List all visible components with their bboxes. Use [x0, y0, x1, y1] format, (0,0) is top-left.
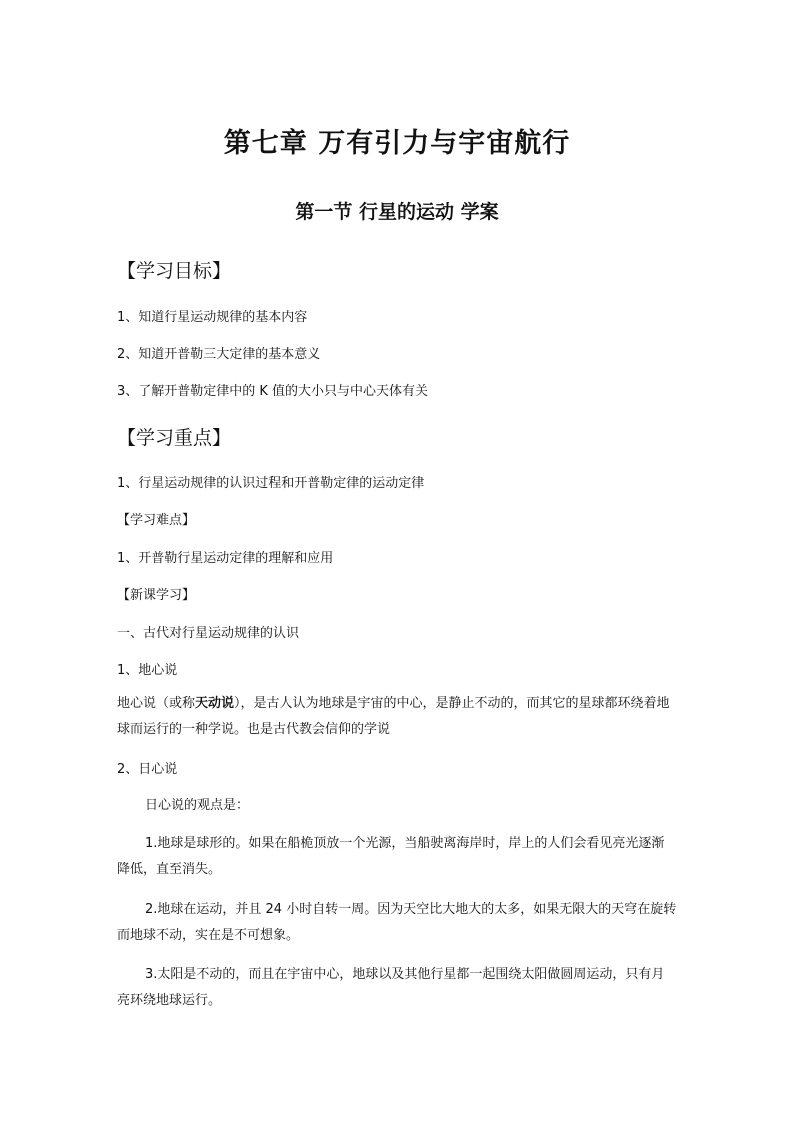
goals-heading: 【学习目标】	[117, 260, 232, 282]
geocentric-term: 天动说	[195, 696, 235, 711]
goal-item: 1、知道行星运动规律的基本内容	[117, 310, 308, 325]
geocentric-heading: 1、地心说	[117, 663, 178, 678]
section-subtitle: 第一节 行星的运动 学案	[295, 201, 499, 223]
geocentric-text-start: 地心说（或称	[117, 696, 196, 711]
heliocentric-point: 1.地球是球形的。如果在船桅顶放一个光源，当船驶离海岸时，岸上的人们会看见亮光逐渐降低，直至消失。	[117, 836, 665, 877]
heliocentric-point: 2.地球在运动，并且 24 小时自转一周。因为天空比大地大的太多，如果无限大的天穹在旋转而地球不动，实在是不可想象。	[117, 902, 677, 943]
heliocentric-heading: 2、日心说	[117, 762, 178, 777]
new-lesson-heading: 【新课学习】	[117, 588, 196, 603]
focus-heading: 【学习重点】	[117, 427, 232, 449]
heliocentric-intro: 日心说的观点是：	[145, 798, 250, 813]
difficulty-item: 1、开普勒行星运动定律的理解和应用	[117, 551, 334, 566]
difficulty-heading: 【学习难点】	[117, 513, 196, 528]
chapter-title: 第七章 万有引力与宇宙航行	[223, 128, 571, 159]
goal-item: 2、知道开普勒三大定律的基本意义	[117, 347, 321, 362]
geocentric-text-end: ），是古人认为地球是宇宙的中心，是静止不动的，而其它的星球都环绕着地球而运行的一种学说。也是古代教会信仰的学说	[117, 696, 670, 737]
goal-item: 3、了解开普勒定律中的 K 值的大小只与中心天体有关	[117, 384, 429, 399]
geocentric-paragraph	[117, 691, 677, 743]
heliocentric-point: 3.太阳是不动的，而且在宇宙中心，地球以及其他行星都一起围绕太阳做圆周运动，只有月亮环绕地球运行。	[117, 967, 665, 1008]
section-heading: 一、古代对行星运动规律的认识	[117, 626, 300, 641]
focus-item: 1、行星运动规律的认识过程和开普勒定律的运动定律	[117, 476, 425, 491]
